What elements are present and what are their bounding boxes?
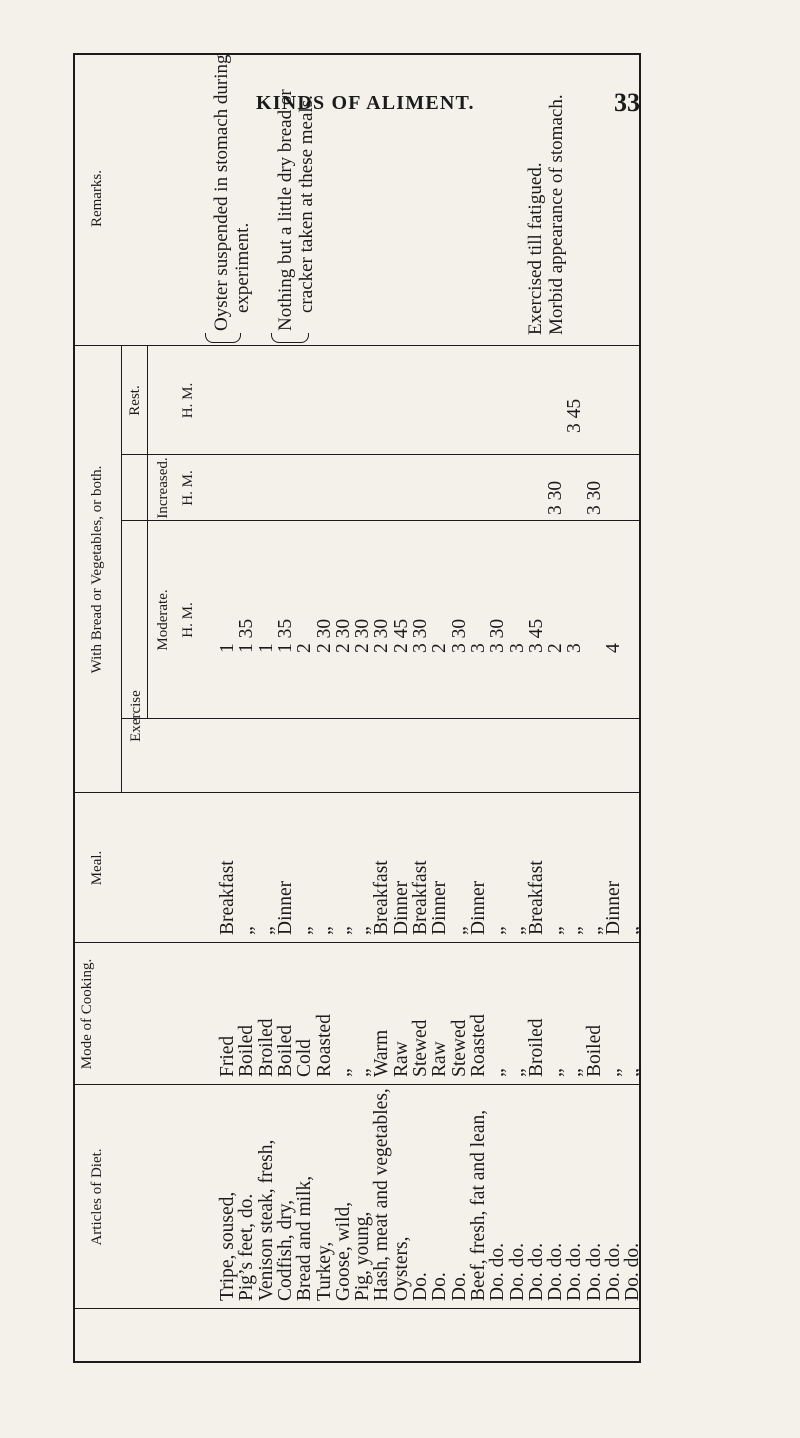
remarks-header: Remarks. <box>89 169 105 228</box>
mode-cell: „ <box>506 1068 528 1077</box>
exercise-header: Exercise <box>128 690 144 742</box>
meal-cell: Breakfast <box>217 860 238 935</box>
mode-cell: Stewed <box>410 1019 431 1077</box>
meal-cell: Dinner <box>429 880 451 935</box>
mode-cell: Raw <box>429 1041 451 1077</box>
meal-cell: „ <box>564 926 586 935</box>
articles-header: Articles of Diet. <box>89 1148 105 1246</box>
moderate-cell: 3 45 <box>525 618 547 653</box>
page-number: 33 <box>614 88 640 117</box>
meal-cell: „ <box>506 926 528 935</box>
moderate-cell: 2 <box>294 643 316 653</box>
moderate-hm-header: H. M. <box>180 602 196 638</box>
meal-cell: „ <box>313 926 335 935</box>
article-cell: Do. do. <box>564 1243 586 1301</box>
meal-cell: Dinner <box>274 880 296 935</box>
mode-cell: Boiled <box>583 1025 605 1077</box>
moderate-cell: 2 30 <box>332 618 354 653</box>
mode-cell: Cold <box>294 1039 316 1077</box>
mode-cell: Warm <box>371 1029 393 1077</box>
moderate-cell: 1 35 <box>236 618 258 653</box>
moderate-cell: 1 <box>217 643 238 653</box>
article-cell: Do. do. <box>506 1243 528 1301</box>
article-cell: Do. do. <box>603 1243 624 1301</box>
rest-header: Rest. <box>127 385 143 416</box>
article-cell: Bread and milk, <box>294 1175 316 1301</box>
mode-cell: Broiled <box>255 1018 277 1077</box>
meal-cell: „ <box>545 926 567 935</box>
article-cell: Do. do. <box>525 1243 547 1301</box>
article-cell: Do. do. <box>545 1243 567 1301</box>
mode-cell: „ <box>332 1068 354 1077</box>
meal-cell: „ <box>294 926 316 935</box>
article-cell: Pig’s feet, do. <box>236 1193 258 1301</box>
moderate-cell: 2 30 <box>313 618 335 653</box>
rest-hm-header: H. M. <box>180 382 196 419</box>
meal-cell: Breakfast <box>371 860 393 935</box>
mode-cell: Roasted <box>467 1014 489 1077</box>
article-cell: Codfish, dry, <box>274 1199 296 1301</box>
mode-cell: Roasted <box>313 1014 335 1077</box>
meal-cell: „ <box>622 926 644 935</box>
mode-cell: Stewed <box>448 1019 470 1077</box>
moderate-cell: 3 30 <box>448 618 470 653</box>
moderate-cell: 4 <box>603 643 624 653</box>
moderate-cell: 1 <box>255 643 277 653</box>
article-cell: Do. <box>429 1272 451 1301</box>
moderate-cell: 3 30 <box>410 618 431 653</box>
moderate-cell: 2 <box>545 643 567 653</box>
mode-cell: „ <box>545 1068 567 1077</box>
meal-cell: „ <box>583 926 605 935</box>
mode-header: Mode of Cooking. <box>79 958 95 1070</box>
remark-line: experiment. <box>232 222 253 313</box>
meal-header: Meal. <box>89 850 105 886</box>
article-cell: Pig, young, <box>352 1211 374 1301</box>
article-cell: Beef, fresh, fat and lean, <box>467 1109 489 1301</box>
mode-cell: Boiled <box>274 1025 296 1077</box>
article-cell: Turkey, <box>313 1241 335 1301</box>
meal-cell: Breakfast <box>525 860 547 935</box>
remark-line: Exercised till fatigued. <box>525 162 546 335</box>
increased-hm-header: H. M. <box>180 470 196 506</box>
moderate-cell: 1 35 <box>274 618 296 653</box>
article-cell: Do. do. <box>622 1243 644 1301</box>
mode-cell: „ <box>352 1068 374 1077</box>
meal-cell: „ <box>255 926 277 935</box>
moderate-cell: 3 <box>467 643 489 653</box>
mode-cell: „ <box>603 1068 624 1077</box>
diet-table <box>73 53 644 1363</box>
mode-cell: „ <box>487 1068 509 1077</box>
meal-cell: Dinner <box>603 880 624 935</box>
article-cell: Venison steak, fresh, <box>255 1139 277 1301</box>
article-cell: Hash, meat and vegetables, <box>371 1088 393 1301</box>
rotated-table <box>73 53 644 1363</box>
article-cell: Do. <box>448 1272 470 1301</box>
meal-cell: Breakfast <box>410 860 431 935</box>
mode-cell: Raw <box>390 1041 412 1077</box>
meal-cell: „ <box>352 926 374 935</box>
meal-cell: „ <box>448 926 470 935</box>
meal-cell: Dinner <box>390 880 412 935</box>
meal-cell: „ <box>332 926 354 935</box>
meal-cell: „ <box>236 926 258 935</box>
moderate-cell: 3 <box>506 643 528 653</box>
moderate-cell: 3 <box>564 643 586 653</box>
article-cell: Tripe, soused, <box>217 1191 238 1301</box>
running-title: KINDS OF ALIMENT. <box>256 92 475 114</box>
mode-cell: Broiled <box>525 1018 547 1077</box>
increased-cell: 3 30 <box>583 480 605 515</box>
moderate-cell: 2 30 <box>371 618 393 653</box>
moderate-cell: 3 30 <box>487 618 509 653</box>
moderate-cell: 2 30 <box>352 618 374 653</box>
remark-line: Oyster suspended in stomach during <box>211 54 232 331</box>
article-cell: Do. <box>410 1272 431 1301</box>
moderate-cell: 2 <box>429 643 451 653</box>
group-header: With Bread or Vegetables, or both. <box>89 465 105 674</box>
moderate-cell: 2 45 <box>390 618 412 653</box>
remark-line: Nothing but a little dry bread or <box>275 89 296 331</box>
meal-cell: Dinner <box>467 880 489 935</box>
mode-cell: Boiled <box>236 1025 258 1077</box>
meal-cell: „ <box>487 926 509 935</box>
mode-cell: Fried <box>217 1035 238 1077</box>
article-cell: Do. do. <box>487 1243 509 1301</box>
article-cell: Goose, wild, <box>332 1201 354 1301</box>
moderate-header: Moderate. <box>155 589 171 651</box>
article-cell: Oysters, <box>390 1236 412 1301</box>
mode-cell: „ <box>564 1068 586 1077</box>
mode-cell: „ <box>622 1068 644 1077</box>
rest-cell: 3 45 <box>564 398 586 433</box>
article-cell: Do. do. <box>583 1243 605 1301</box>
remark-line: cracker taken at these meals. <box>296 95 317 313</box>
increased-cell: 3 30 <box>545 480 567 515</box>
remark-line: Morbid appearance of stomach. <box>546 94 567 335</box>
increased-header: Increased. <box>155 457 171 519</box>
